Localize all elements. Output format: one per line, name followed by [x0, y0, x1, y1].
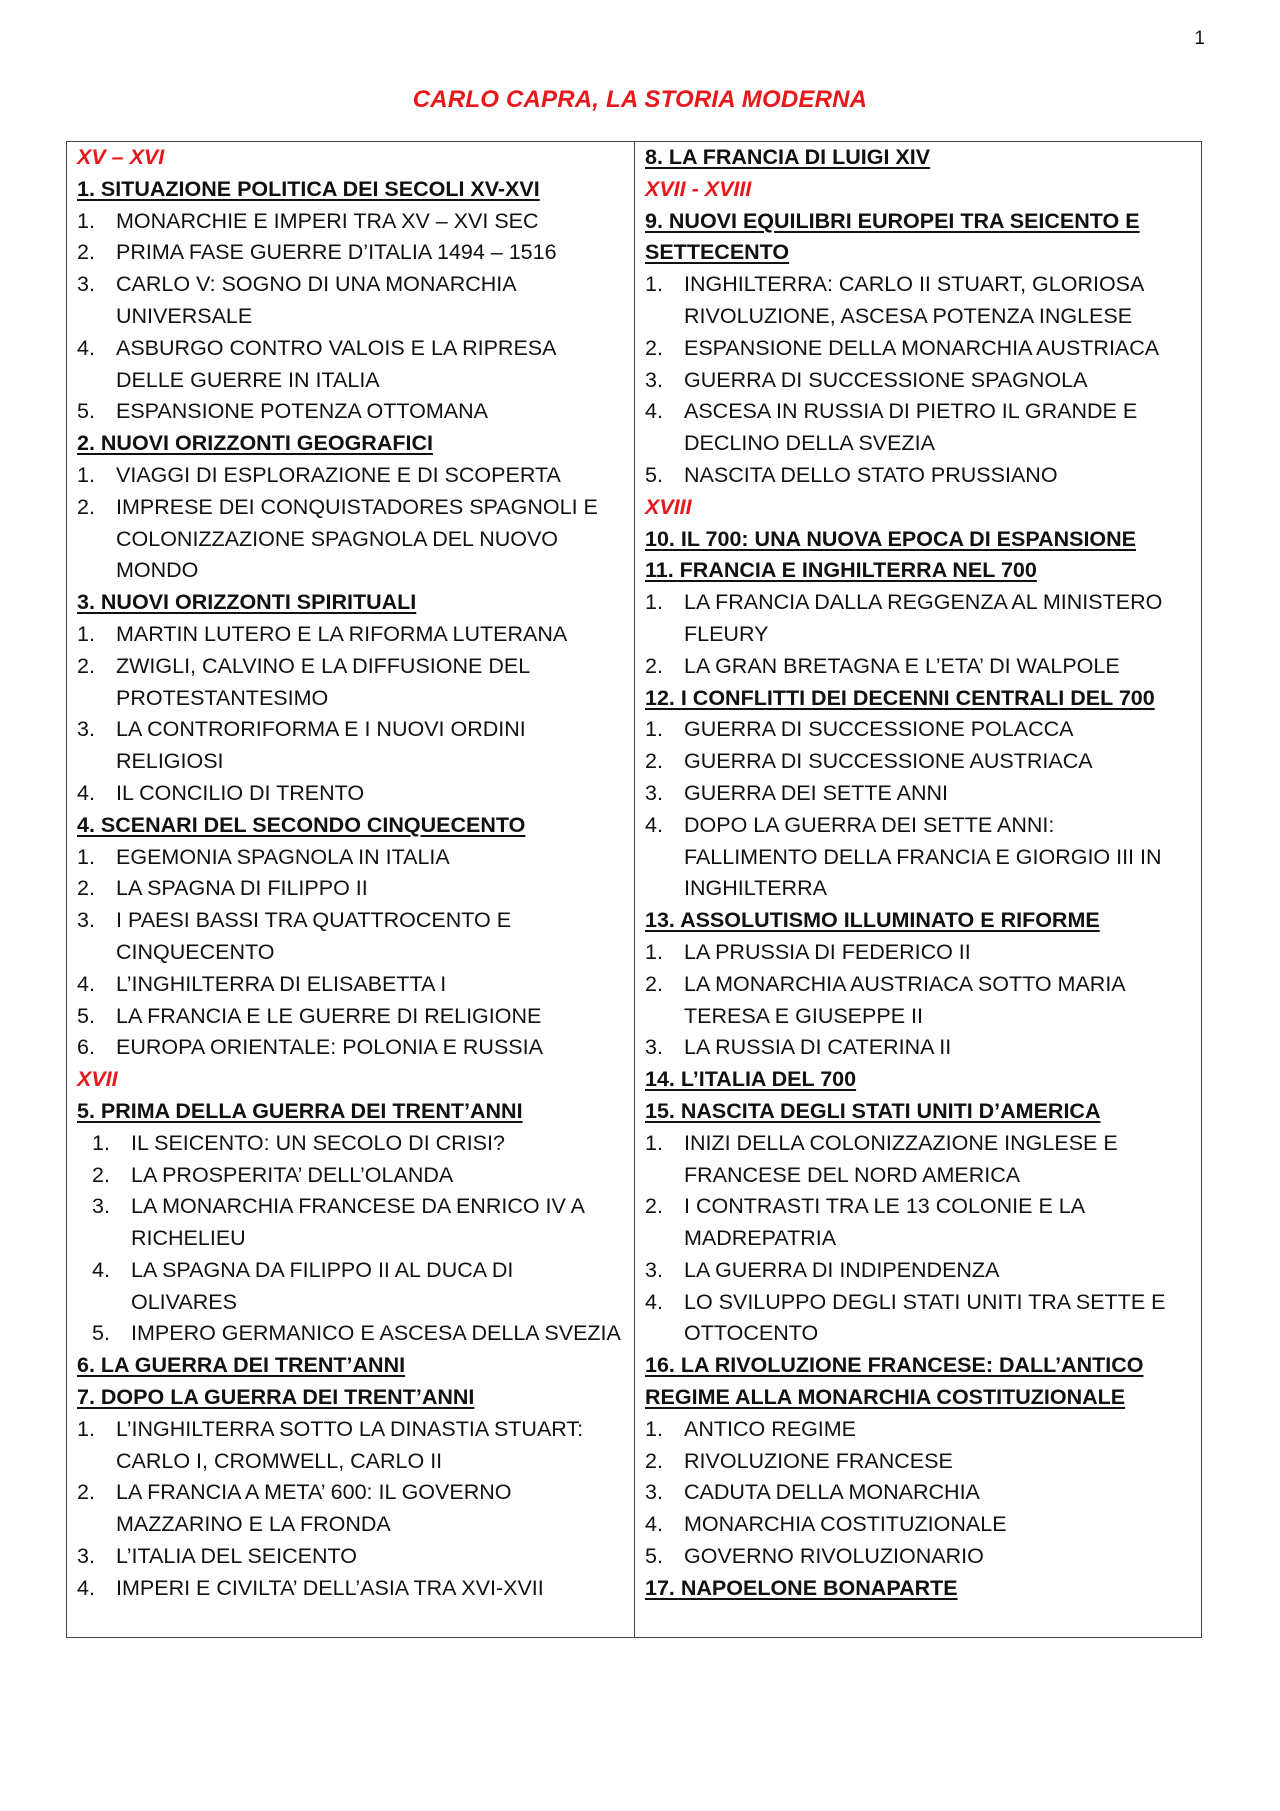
- list-item-number: 3.: [645, 1480, 663, 1505]
- list-item: [77, 651, 624, 715]
- list-item-text: LA PRUSSIA DI FEDERICO II: [684, 939, 971, 964]
- list-item-text: LA FRANCIA E LE GUERRE DI RELIGIONE: [116, 1003, 542, 1028]
- list-item: [77, 714, 624, 778]
- list-item: [77, 1128, 624, 1160]
- list-item: [645, 714, 1191, 746]
- section-heading: 4. SCENARI DEL SECONDO CINQUECENTO: [77, 812, 526, 837]
- list-item: [645, 1032, 1191, 1064]
- list-item-text: GUERRA DEI SETTE ANNI: [684, 780, 949, 805]
- list-item-number: 5.: [92, 1321, 110, 1346]
- list-item-number: 1.: [645, 272, 663, 297]
- list-item-number: 4.: [77, 971, 95, 996]
- list-item-number: 4.: [77, 780, 95, 805]
- list-item-text: PRIMA FASE GUERRE D’ITALIA 1494 – 1516: [116, 240, 557, 265]
- list-item-text: LA MONARCHIA AUSTRIACA SOTTO MARIA TERESA E GIUSEPPE II: [684, 971, 1125, 1028]
- list-item-text: DOPO LA GUERRA DEI SETTE ANNI: FALLIMENTO DELLA FRANCIA E GIORGIO III IN INGHILTERRA: [684, 812, 1162, 901]
- era-heading: XV – XVI: [77, 145, 165, 169]
- list-item-number: 6.: [77, 1035, 95, 1060]
- section-heading: 5. PRIMA DELLA GUERRA DEI TRENT’ANNI: [77, 1098, 523, 1123]
- section-heading: 2. NUOVI ORIZZONTI GEOGRAFICI: [77, 431, 433, 456]
- list-item: [77, 873, 624, 905]
- list-item: [77, 333, 624, 397]
- list-item-number: 2.: [645, 971, 663, 996]
- section-heading: 9. NUOVI EQUILIBRI EUROPEI TRA SEICENTO E SETTECENTO: [645, 208, 1140, 265]
- list-item: [645, 1541, 1191, 1573]
- list-item: [645, 1255, 1191, 1287]
- list-item-number: 5.: [77, 399, 95, 424]
- list-item-text: ESPANSIONE DELLA MONARCHIA AUSTRIACA: [684, 335, 1160, 360]
- list-item: [645, 1191, 1191, 1255]
- list-item-number: 2.: [77, 653, 95, 678]
- list-item-text: LA MONARCHIA FRANCESE DA ENRICO IV A RICHELIEU: [131, 1194, 584, 1251]
- list-item-number: 5.: [77, 1003, 95, 1028]
- list-item: [645, 746, 1191, 778]
- list-item-text: MONARCHIA COSTITUZIONALE: [684, 1512, 1007, 1537]
- list-item: [77, 842, 624, 874]
- list-item-number: 3.: [645, 1035, 663, 1060]
- list-item-number: 4.: [92, 1257, 110, 1282]
- list-item-number: 2.: [645, 1194, 663, 1219]
- list-item-number: 3.: [77, 908, 95, 933]
- list-item-text: GUERRA DI SUCCESSIONE AUSTRIACA: [684, 749, 1093, 774]
- list-item: [645, 810, 1191, 905]
- list-item-text: NASCITA DELLO STATO PRUSSIANO: [684, 462, 1058, 487]
- list-item-text: LA FRANCIA DALLA REGGENZA AL MINISTERO FLEURY: [684, 590, 1163, 646]
- list-item-number: 3.: [77, 272, 95, 297]
- era-heading: XVII: [77, 1067, 118, 1092]
- list-item-text: RIVOLUZIONE FRANCESE: [684, 1448, 953, 1473]
- list-item: [645, 333, 1191, 365]
- list-item: [77, 460, 624, 492]
- list-item: [645, 269, 1191, 333]
- list-item: [77, 237, 624, 269]
- list-item-text: ASBURGO CONTRO VALOIS E LA RIPRESA DELLE GUERRE IN ITALIA: [116, 335, 556, 392]
- list-item-text: GUERRA DI SUCCESSIONE POLACCA: [684, 717, 1074, 742]
- list-item: [645, 969, 1191, 1033]
- list-item: [77, 396, 624, 428]
- list-item-number: 2.: [645, 749, 663, 774]
- list-item-number: 5.: [645, 462, 663, 487]
- list-item: [77, 1477, 624, 1541]
- list-item-text: LO SVILUPPO DEGLI STATI UNITI TRA SETTE E OTTOCENTO: [684, 1289, 1166, 1346]
- list-item: [77, 905, 624, 969]
- section-heading: 7. DOPO LA GUERRA DEI TRENT’ANNI: [77, 1385, 475, 1410]
- list-item-text: INIZI DELLA COLONIZZAZIONE INGLESE E FRANCESE DEL NORD AMERICA: [684, 1130, 1118, 1187]
- list-item-text: GOVERNO RIVOLUZIONARIO: [684, 1544, 984, 1569]
- list-item-text: I PAESI BASSI TRA QUATTROCENTO E CINQUECENTO: [116, 908, 512, 964]
- list-item: [645, 1414, 1191, 1446]
- list-item: [645, 1477, 1191, 1509]
- list-item-number: 2.: [645, 335, 663, 360]
- list-item-number: 2.: [645, 1448, 663, 1473]
- list-item: [77, 1318, 624, 1350]
- list-item-number: 2.: [92, 1162, 110, 1187]
- list-item-text: ESPANSIONE POTENZA OTTOMANA: [116, 399, 488, 424]
- list-item-text: IL SEICENTO: UN SECOLO DI CRISI?: [131, 1130, 505, 1155]
- list-item: [645, 937, 1191, 969]
- list-item-text: L’INGHILTERRA SOTTO LA DINASTIA STUART: CARLO I, CROMWELL, CARLO II: [116, 1416, 584, 1473]
- list-item-number: 5.: [645, 1544, 663, 1569]
- era-heading: XVII - XVIII: [645, 176, 752, 201]
- list-item-text: ZWIGLI, CALVINO E LA DIFFUSIONE DEL PROTESTANTESIMO: [116, 653, 530, 710]
- list-item-number: 4.: [77, 335, 95, 360]
- section-heading: 1. SITUAZIONE POLITICA DEI SECOLI XV-XVI: [77, 176, 540, 201]
- list-item-text: L’INGHILTERRA DI ELISABETTA I: [116, 971, 447, 996]
- document-title: CARLO CAPRA, LA STORIA MODERNA: [412, 86, 868, 113]
- list-item-number: 2.: [77, 1480, 95, 1505]
- list-item-number: 2.: [77, 876, 95, 901]
- section-heading: 13. ASSOLUTISMO ILLUMINATO E RIFORME: [645, 908, 1100, 933]
- list-item: [77, 1191, 624, 1255]
- list-item-number: 1.: [645, 1130, 663, 1155]
- section-heading: 15. NASCITA DEGLI STATI UNITI D’AMERICA: [645, 1098, 1101, 1123]
- list-item-text: IMPRESE DEI CONQUISTADORES SPAGNOLI E COLONIZZAZIONE SPAGNOLA DEL NUOVO MONDO: [116, 494, 598, 583]
- list-item-number: 1.: [645, 939, 663, 964]
- list-item-number: 1.: [645, 590, 663, 615]
- list-item: [77, 969, 624, 1001]
- list-item: [77, 1001, 624, 1033]
- list-item-number: 2.: [645, 653, 663, 678]
- list-item-number: 3.: [77, 1544, 95, 1569]
- list-item-text: VIAGGI DI ESPLORAZIONE E DI SCOPERTA: [116, 462, 561, 487]
- list-item-number: 4.: [77, 1575, 95, 1600]
- list-item-text: LA RUSSIA DI CATERINA II: [684, 1035, 952, 1060]
- list-item: [77, 619, 624, 651]
- list-item-text: MONARCHIE E IMPERI TRA XV – XVI SEC: [116, 208, 539, 233]
- list-item-text: LA CONTRORIFORMA E I NUOVI ORDINI RELIGIOSI: [116, 717, 526, 774]
- list-item-text: IMPERO GERMANICO E ASCESA DELLA SVEZIA: [131, 1321, 621, 1346]
- list-item-text: LA GUERRA DI INDIPENDENZA: [684, 1257, 1000, 1282]
- list-item: [77, 1255, 624, 1319]
- list-item-text: GUERRA DI SUCCESSIONE SPAGNOLA: [684, 367, 1088, 392]
- list-item-text: L’ITALIA DEL SEICENTO: [116, 1544, 357, 1569]
- right-column: [635, 142, 1201, 1637]
- list-item-number: 4.: [645, 1512, 663, 1537]
- section-heading: 11. FRANCIA E INGHILTERRA NEL 700: [645, 558, 1037, 583]
- list-item: [77, 269, 624, 333]
- list-item: [77, 1160, 624, 1192]
- list-item-text: IL CONCILIO DI TRENTO: [116, 780, 365, 805]
- list-item-number: 1.: [92, 1130, 110, 1155]
- list-item-text: CARLO V: SOGNO DI UNA MONARCHIA UNIVERSALE: [116, 272, 516, 328]
- section-heading: 16. LA RIVOLUZIONE FRANCESE: DALL’ANTICO REGIME ALLA MONARCHIA COSTITUZIONALE: [645, 1353, 1144, 1410]
- list-item-number: 1.: [77, 621, 95, 646]
- list-item: [645, 587, 1191, 651]
- list-item-number: 4.: [645, 1289, 663, 1314]
- list-item-number: 1.: [645, 1416, 663, 1441]
- list-item-text: EUROPA ORIENTALE: POLONIA E RUSSIA: [116, 1035, 543, 1060]
- section-heading: 12. I CONFLITTI DEI DECENNI CENTRALI DEL 700: [645, 685, 1155, 710]
- list-item-number: 3.: [645, 367, 663, 392]
- list-item-text: IMPERI E CIVILTA’ DELL’ASIA TRA XVI-XVII: [116, 1575, 544, 1600]
- section-heading: 3. NUOVI ORIZZONTI SPIRITUALI: [77, 590, 417, 615]
- list-item: [77, 206, 624, 238]
- list-item-number: 3.: [645, 1257, 663, 1282]
- list-item-number: 2.: [77, 240, 95, 265]
- list-item: [645, 1509, 1191, 1541]
- list-item: [77, 1541, 624, 1573]
- list-item-text: I CONTRASTI TRA LE 13 COLONIE E LA MADREPATRIA: [684, 1194, 1084, 1251]
- list-item-number: 4.: [645, 812, 663, 837]
- list-item-text: MARTIN LUTERO E LA RIFORMA LUTERANA: [116, 621, 568, 646]
- list-item: [645, 365, 1191, 397]
- list-item-number: 1.: [77, 462, 95, 487]
- list-item-number: 1.: [77, 844, 95, 869]
- list-item-text: LA GRAN BRETAGNA E L’ETA’ DI WALPOLE: [684, 653, 1120, 678]
- list-item: [645, 651, 1191, 683]
- list-item: [645, 778, 1191, 810]
- list-item: [645, 396, 1191, 460]
- list-item-number: 1.: [77, 1416, 95, 1441]
- list-item-text: LA PROSPERITA’ DELL’OLANDA: [131, 1162, 454, 1187]
- list-item-text: EGEMONIA SPAGNOLA IN ITALIA: [116, 844, 450, 869]
- section-heading: 10. IL 700: UNA NUOVA EPOCA DI ESPANSIONE: [645, 526, 1137, 551]
- list-item: [77, 1032, 624, 1064]
- list-item-number: 1.: [77, 208, 95, 233]
- section-heading: 6. LA GUERRA DEI TRENT’ANNI: [77, 1353, 406, 1378]
- list-item-text: CADUTA DELLA MONARCHIA: [684, 1480, 980, 1505]
- list-item-text: LA FRANCIA A META’ 600: IL GOVERNO MAZZARINO E LA FRONDA: [116, 1480, 512, 1537]
- list-item: [645, 1446, 1191, 1478]
- list-item: [645, 460, 1191, 492]
- list-item: [77, 778, 624, 810]
- section-heading: 14. L’ITALIA DEL 700: [645, 1067, 857, 1092]
- list-item: [77, 492, 624, 587]
- list-item: [77, 1414, 624, 1478]
- list-item: [645, 1128, 1191, 1192]
- list-item-text: LA SPAGNA DI FILIPPO II: [116, 876, 368, 901]
- list-item-number: 3.: [92, 1194, 110, 1219]
- list-item-number: 3.: [645, 780, 663, 805]
- era-heading: XVIII: [645, 494, 692, 519]
- list-item-number: 3.: [77, 717, 95, 742]
- list-item: [645, 1287, 1191, 1351]
- list-item-number: 1.: [645, 717, 663, 742]
- list-item-text: INGHILTERRA: CARLO II STUART, GLORIOSA RIVOLUZIONE, ASCESA POTENZA INGLESE: [684, 272, 1144, 328]
- section-heading: 17. NAPOELONE BONAPARTE: [645, 1575, 958, 1600]
- list-item-number: 2.: [77, 494, 95, 519]
- list-item-text: LA SPAGNA DA FILIPPO II AL DUCA DI OLIVARES: [131, 1257, 514, 1314]
- list-item: [77, 1573, 624, 1605]
- page-number: 1: [1194, 28, 1205, 49]
- list-item-text: ASCESA IN RUSSIA DI PIETRO IL GRANDE E DECLINO DELLA SVEZIA: [684, 399, 1138, 456]
- list-item-number: 4.: [645, 399, 663, 424]
- section-heading: 8. LA FRANCIA DI LUIGI XIV: [645, 145, 931, 169]
- list-item-text: ANTICO REGIME: [684, 1416, 857, 1441]
- table-of-contents: [66, 141, 1202, 1638]
- left-column: [67, 142, 635, 1637]
